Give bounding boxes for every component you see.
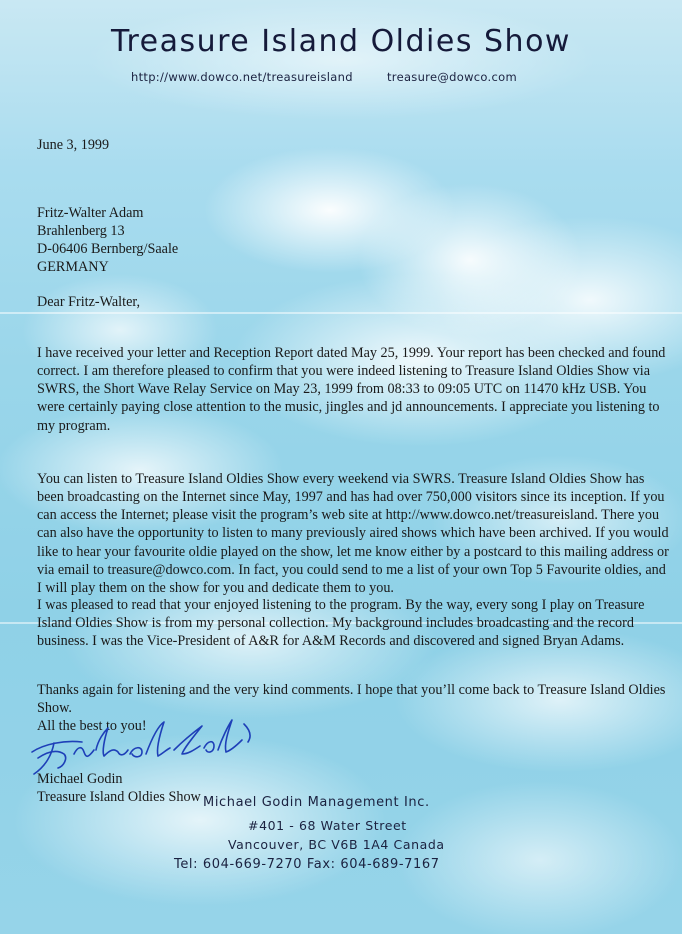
letter-date: June 3, 1999 <box>37 137 110 153</box>
recipient-city: D-06406 Bernberg/Saale <box>37 241 179 257</box>
body-paragraph: You can listen to Treasure Island Oldies Show every weekend via SWRS. Treasure Island Oldies Show has been broadcasting on the Internet since May, 1997 and has had over 750,000 visitors since its inception. If you can access the Internet; please visit the program’s web site at http://www.dowco.net/treasureisland. There you can also have the opportunity to listen to many previously aired shows which have been archived. If you would like to hear your favourite oldie played on the show, let me know either by a postcard to this mailing address or via email to treasure@dowco.com. In fact, you could send to me a list of your own Top 5 Favourite oldies, and I will play them on the show for you and dedicate them to you. <box>37 471 669 596</box>
management-city: Vancouver, BC V6B 1A4 Canada <box>228 837 445 852</box>
management-street: #401 - 68 Water Street <box>248 818 407 833</box>
recipient-address <box>37 204 178 276</box>
recipient-country: GERMANY <box>37 259 109 275</box>
salutation: Dear Fritz-Walter, <box>37 294 141 310</box>
letterhead-email: treasure@dowco.com <box>387 70 517 84</box>
recipient-street: Brahlenberg 13 <box>37 223 125 239</box>
fold-line <box>0 312 682 314</box>
letterhead-title: Treasure Island Oldies Show <box>111 24 571 59</box>
management-company: Michael Godin Management Inc. <box>203 795 430 810</box>
signer-title: Treasure Island Oldies Show <box>37 789 201 805</box>
closing: All the best to you! <box>37 718 147 734</box>
letterhead-url: http://www.dowco.net/treasureisland <box>131 70 353 84</box>
management-phones: Tel: 604-669-7270 Fax: 604-689-7167 <box>174 857 440 872</box>
body-paragraph: Thanks again for listening and the very kind comments. I hope that you’ll come back to Treasure Island Oldies Show. <box>37 682 666 717</box>
body-paragraph: I was pleased to read that your enjoyed listening to the program. By the way, every song I play on Treasure Island Oldies Show is from my personal collection. My background includes broadcasting and the record business. I was the Vice-President of A&R for A&M Records and discovered and signed Bryan Adams. <box>37 597 645 650</box>
recipient-name: Fritz-Walter Adam <box>37 205 144 221</box>
signer-name: Michael Godin <box>37 771 123 787</box>
signer-block <box>37 770 201 806</box>
body-paragraph: I have received your letter and Reception Report dated May 25, 1999. Your report has been checked and found correct. I am therefore pleased to confirm that you were indeed listening to Treasure Island Oldies Show via SWRS, the Short Wave Relay Service on May 23, 1999 from 08:33 to 09:05 UTC on 11470 kHz USB. You were certainly paying close attention to the music, jingles and jd announcements. I appreciate you listening to my program. <box>37 345 666 434</box>
